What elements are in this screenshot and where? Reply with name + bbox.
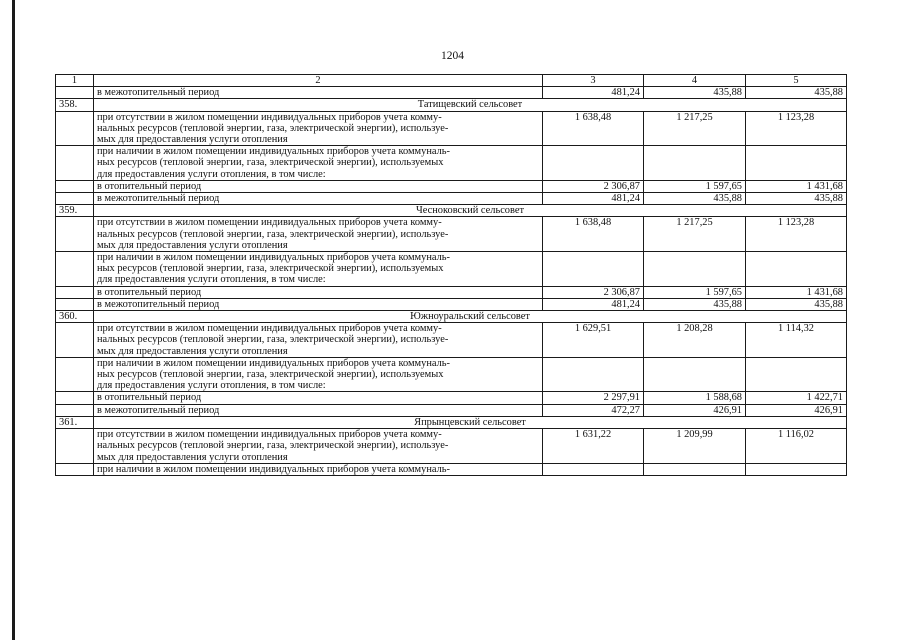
value-col-5: 1 431,68 [746,180,847,192]
value-col-3: 481,24 [543,87,644,99]
section-row [56,311,847,323]
section-row [56,205,847,217]
row-number-cell [56,357,94,392]
value-col-4 [644,463,746,475]
value-col-4: 426,91 [644,404,746,416]
row-description [94,252,543,287]
section-number: 361. [56,416,94,428]
tariff-table-body [56,75,847,476]
value-col-4: 1 217,25 [644,111,746,146]
value-col-4: 435,88 [644,193,746,205]
row-description [94,392,543,404]
row-description [94,180,543,192]
value-col-5: 1 114,32 [746,323,847,358]
description-line: ных ресурсов (тепловой энергии, газа, электрической энергии), используемых [97,369,444,381]
description-line: в межотопительный период [97,298,220,310]
description-line: в межотопительный период [97,193,220,205]
value-col-3: 481,24 [543,298,644,310]
tariff-table [55,74,847,476]
value-col-4: 435,88 [644,298,746,310]
row-description [94,463,543,475]
description-line: для предоставления услуги отопления, в том числе: [97,274,326,286]
table-row [56,252,847,287]
value-col-5: 1 431,68 [746,286,847,298]
section-title: Южноуральский сельсовет [94,311,847,323]
row-description [94,87,543,99]
value-col-4: 1 217,25 [644,217,746,252]
section-number: 359. [56,205,94,217]
value-col-3: 1 629,51 [543,323,644,358]
description-line: мых для предоставления услуги отопления [97,451,288,463]
row-description [94,217,543,252]
row-description [94,111,543,146]
description-line: мых для предоставления услуги отопления [97,345,288,357]
value-col-5 [746,252,847,287]
description-line: мых для предоставления услуги отопления [97,239,288,251]
table-row [56,193,847,205]
row-description [94,404,543,416]
header-col-4: 4 [644,75,746,87]
row-number-cell [56,463,94,475]
value-col-5: 435,88 [746,298,847,310]
value-col-3: 1 638,48 [543,111,644,146]
value-col-5 [746,357,847,392]
description-line: нальных ресурсов (тепловой энергии, газа, электрической энергии), используе- [97,440,449,452]
description-line: нальных ресурсов (тепловой энергии, газа, электрической энергии), используе- [97,228,449,240]
value-col-4: 1 209,99 [644,429,746,464]
header-col-3: 3 [543,75,644,87]
value-col-5: 1 116,02 [746,429,847,464]
value-col-4: 1 588,68 [644,392,746,404]
table-row [56,323,847,358]
value-col-3: 2 306,87 [543,180,644,192]
row-number-cell [56,252,94,287]
value-col-3: 2 306,87 [543,286,644,298]
header-col-5: 5 [746,75,847,87]
value-col-3 [543,146,644,181]
table-row [56,404,847,416]
description-line: в межотопительный период [97,87,220,99]
section-number: 358. [56,99,94,111]
value-col-3: 2 297,91 [543,392,644,404]
table-row [56,146,847,181]
description-line: нальных ресурсов (тепловой энергии, газа, электрической энергии), используе- [97,122,449,134]
description-line: мых для предоставления услуги отопления [97,134,288,146]
row-number-cell [56,87,94,99]
row-description [94,286,543,298]
value-col-4 [644,252,746,287]
row-number-cell [56,323,94,358]
row-number-cell [56,111,94,146]
section-row [56,99,847,111]
row-number-cell [56,298,94,310]
description-line: для предоставления услуги отопления, в том числе: [97,380,326,392]
row-number-cell [56,217,94,252]
value-col-3: 481,24 [543,193,644,205]
row-number-cell [56,286,94,298]
table-row [56,357,847,392]
description-line: ных ресурсов (тепловой энергии, газа, электрической энергии), используемых [97,157,444,169]
value-col-4: 1 597,65 [644,286,746,298]
description-line: в отопительный период [97,392,202,404]
value-col-5: 426,91 [746,404,847,416]
description-line: при отсутствии в жилом помещении индивидуальных приборов учета комму- [97,323,442,335]
table-row [56,463,847,475]
description-line: при наличии в жилом помещении индивидуальных приборов учета коммуналь- [97,146,450,158]
description-line: при отсутствии в жилом помещении индивидуальных приборов учета комму- [97,217,442,229]
description-line: в межотопительный период [97,404,220,416]
row-number-cell [56,404,94,416]
scan-edge-line [12,0,15,640]
row-number-cell [56,429,94,464]
description-line: ных ресурсов (тепловой энергии, газа, электрической энергии), используемых [97,263,444,275]
value-col-3 [543,252,644,287]
value-col-5: 435,88 [746,193,847,205]
row-description [94,323,543,358]
page-number: 1204 [441,50,464,62]
value-col-4 [644,357,746,392]
row-description [94,146,543,181]
row-number-cell [56,146,94,181]
row-number-cell [56,392,94,404]
table-row [56,180,847,192]
row-description [94,429,543,464]
value-col-3: 1 638,48 [543,217,644,252]
header-col-2: 2 [94,75,543,87]
value-col-4: 1 208,28 [644,323,746,358]
table-row [56,298,847,310]
section-title: Чесноковский сельсовет [94,205,847,217]
description-line: при наличии в жилом помещении индивидуальных приборов учета коммуналь- [97,252,450,264]
value-col-5: 1 123,28 [746,217,847,252]
table-row [56,217,847,252]
value-col-3: 472,27 [543,404,644,416]
table-row [56,392,847,404]
table-row [56,111,847,146]
value-col-5: 435,88 [746,87,847,99]
value-col-4: 1 597,65 [644,180,746,192]
table-row [56,87,847,99]
header-col-1: 1 [56,75,94,87]
value-col-3 [543,463,644,475]
section-row [56,416,847,428]
value-col-4 [644,146,746,181]
description-line: в отопительный период [97,180,202,192]
row-number-cell [56,193,94,205]
table-header-row [56,75,847,87]
row-description [94,193,543,205]
description-line: при наличии в жилом помещении индивидуальных приборов учета коммуналь- [97,463,450,475]
section-title: Татищевский сельсовет [94,99,847,111]
row-number-cell [56,180,94,192]
row-description [94,357,543,392]
table-row [56,286,847,298]
value-col-5: 1 123,28 [746,111,847,146]
section-title: Япрынцевский сельсовет [94,416,847,428]
value-col-5: 1 422,71 [746,392,847,404]
value-col-5 [746,146,847,181]
description-line: в отопительный период [97,286,202,298]
table-row [56,429,847,464]
value-col-5 [746,463,847,475]
description-line: нальных ресурсов (тепловой энергии, газа, электрической энергии), используе- [97,334,449,346]
value-col-3 [543,357,644,392]
description-line: при наличии в жилом помещении индивидуальных приборов учета коммуналь- [97,357,450,369]
section-number: 360. [56,311,94,323]
row-description [94,298,543,310]
description-line: при отсутствии в жилом помещении индивидуальных приборов учета комму- [97,111,442,123]
value-col-3: 1 631,22 [543,429,644,464]
value-col-4: 435,88 [644,87,746,99]
description-line: для предоставления услуги отопления, в том числе: [97,168,326,180]
description-line: при отсутствии в жилом помещении индивидуальных приборов учета комму- [97,429,442,441]
